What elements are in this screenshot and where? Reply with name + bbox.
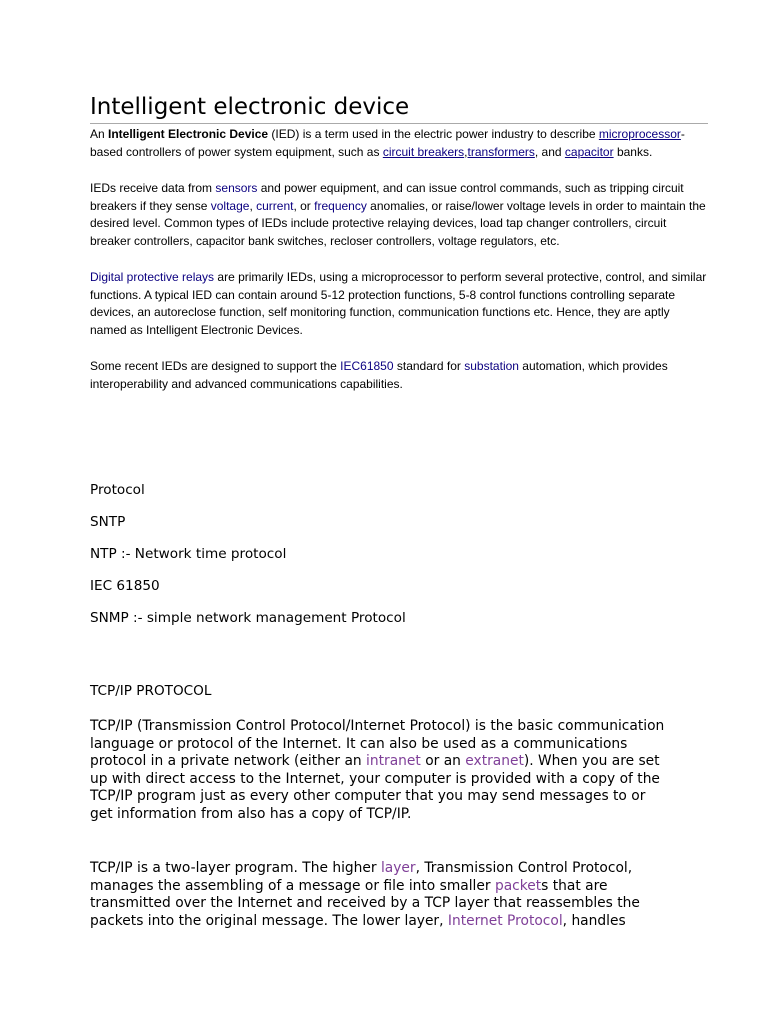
link-internet-protocol[interactable]: Internet Protocol	[447, 912, 563, 929]
link-substation[interactable]: substation	[464, 359, 519, 373]
tcpip-paragraph-2	[90, 860, 670, 930]
text: , or	[293, 198, 315, 213]
text: , and	[534, 144, 565, 159]
text: and power equipment, and can issue control commands, such as tripping circuit breakers if they sense	[90, 181, 684, 213]
text: -based controllers of power system equipment, such as	[90, 127, 685, 159]
link-capacitor[interactable]: capacitor	[564, 144, 614, 159]
text: ,	[464, 144, 468, 159]
link-circuit-breakers[interactable]: circuit breakers	[382, 144, 465, 159]
ied-relays-paragraph	[90, 269, 708, 339]
link-packet[interactable]: packet	[494, 877, 542, 894]
text: or an	[420, 753, 466, 770]
protocol-item: SNTP	[90, 514, 126, 530]
text: are primarily IEDs, using a microprocessor to perform several protective, control, and similar functions. A typical IED can contain around 5-12 protection functions, 5-8 control functions controlling separate devices, an autoreclose function, self monitoring function, communication functions etc. Hence, they are aptly named as Intelligent Electronic Devices.	[90, 270, 707, 337]
protocol-item: IEC 61850	[90, 578, 160, 594]
ied-intro-paragraph	[90, 126, 708, 161]
text: , handles	[562, 912, 626, 929]
text: An	[90, 127, 109, 141]
tcpip-paragraph-1	[90, 718, 670, 824]
link-digital-protective-relays[interactable]: Digital protective relays	[90, 270, 215, 284]
text: TCP/IP (Transmission Control Protocol/Internet Protocol) is the basic communication language or protocol of the Internet. It can also be used as a communications protocol in a private network (either an	[90, 718, 665, 770]
protocol-item: SNMP :- simple network management Protocol	[90, 610, 406, 626]
ied-term: Intelligent Electronic Device	[108, 127, 269, 141]
page-title: Intelligent electronic device	[90, 92, 708, 124]
link-layer[interactable]: layer	[380, 860, 416, 876]
protocol-item: NTP :- Network time protocol	[90, 546, 287, 562]
text: Some recent IEDs are designed to support the	[90, 359, 341, 373]
text: automation, which provides interoperability and advanced communications capabilities.	[90, 359, 668, 391]
text: s that are transmitted over the Internet and received by a TCP layer that reassembles the packets into the original message. The lower layer,	[90, 877, 640, 929]
text: (IED) is a term used in the electric power industry to describe	[268, 127, 599, 141]
text: banks.	[613, 144, 653, 159]
link-microprocessor[interactable]: microprocessor	[598, 127, 681, 141]
text: IEDs receive data from	[90, 181, 216, 195]
link-iec61850[interactable]: IEC61850	[340, 359, 394, 373]
link-extranet[interactable]: extranet	[465, 753, 524, 770]
text: ). When you are set up with direct access to the Internet, your computer is provided with a copy of the TCP/IP program just as every other computer that you may send messages to or get information from also has a copy of TCP/IP.	[90, 753, 660, 822]
text: , Transmission Control Protocol, manages the assembling of a message or file into smaller	[90, 860, 633, 894]
text: TCP/IP is a two-layer program. The higher	[90, 860, 381, 876]
text: ,	[249, 198, 257, 213]
ied-recent-paragraph	[90, 358, 708, 393]
text: anomalies, or raise/lower voltage levels in order to maintain the desired level. Common types of IEDs include protective relaying devices, load tap changer controllers, circuit breaker controllers, capacitor bank switches, recloser controllers, voltage regulators, etc.	[90, 198, 706, 248]
link-transformers[interactable]: transformers	[467, 144, 535, 159]
ied-receive-paragraph	[90, 180, 708, 250]
link-voltage[interactable]: voltage	[210, 198, 250, 213]
tcpip-heading: TCP/IP PROTOCOL	[90, 683, 212, 699]
link-current[interactable]: current	[256, 198, 294, 213]
link-intranet[interactable]: intranet	[366, 753, 421, 770]
link-sensors[interactable]: sensors	[215, 181, 258, 195]
ied-article	[90, 92, 708, 393]
link-frequency[interactable]: frequency	[314, 198, 367, 213]
protocol-heading: Protocol	[90, 482, 145, 498]
text: standard for	[393, 359, 465, 373]
